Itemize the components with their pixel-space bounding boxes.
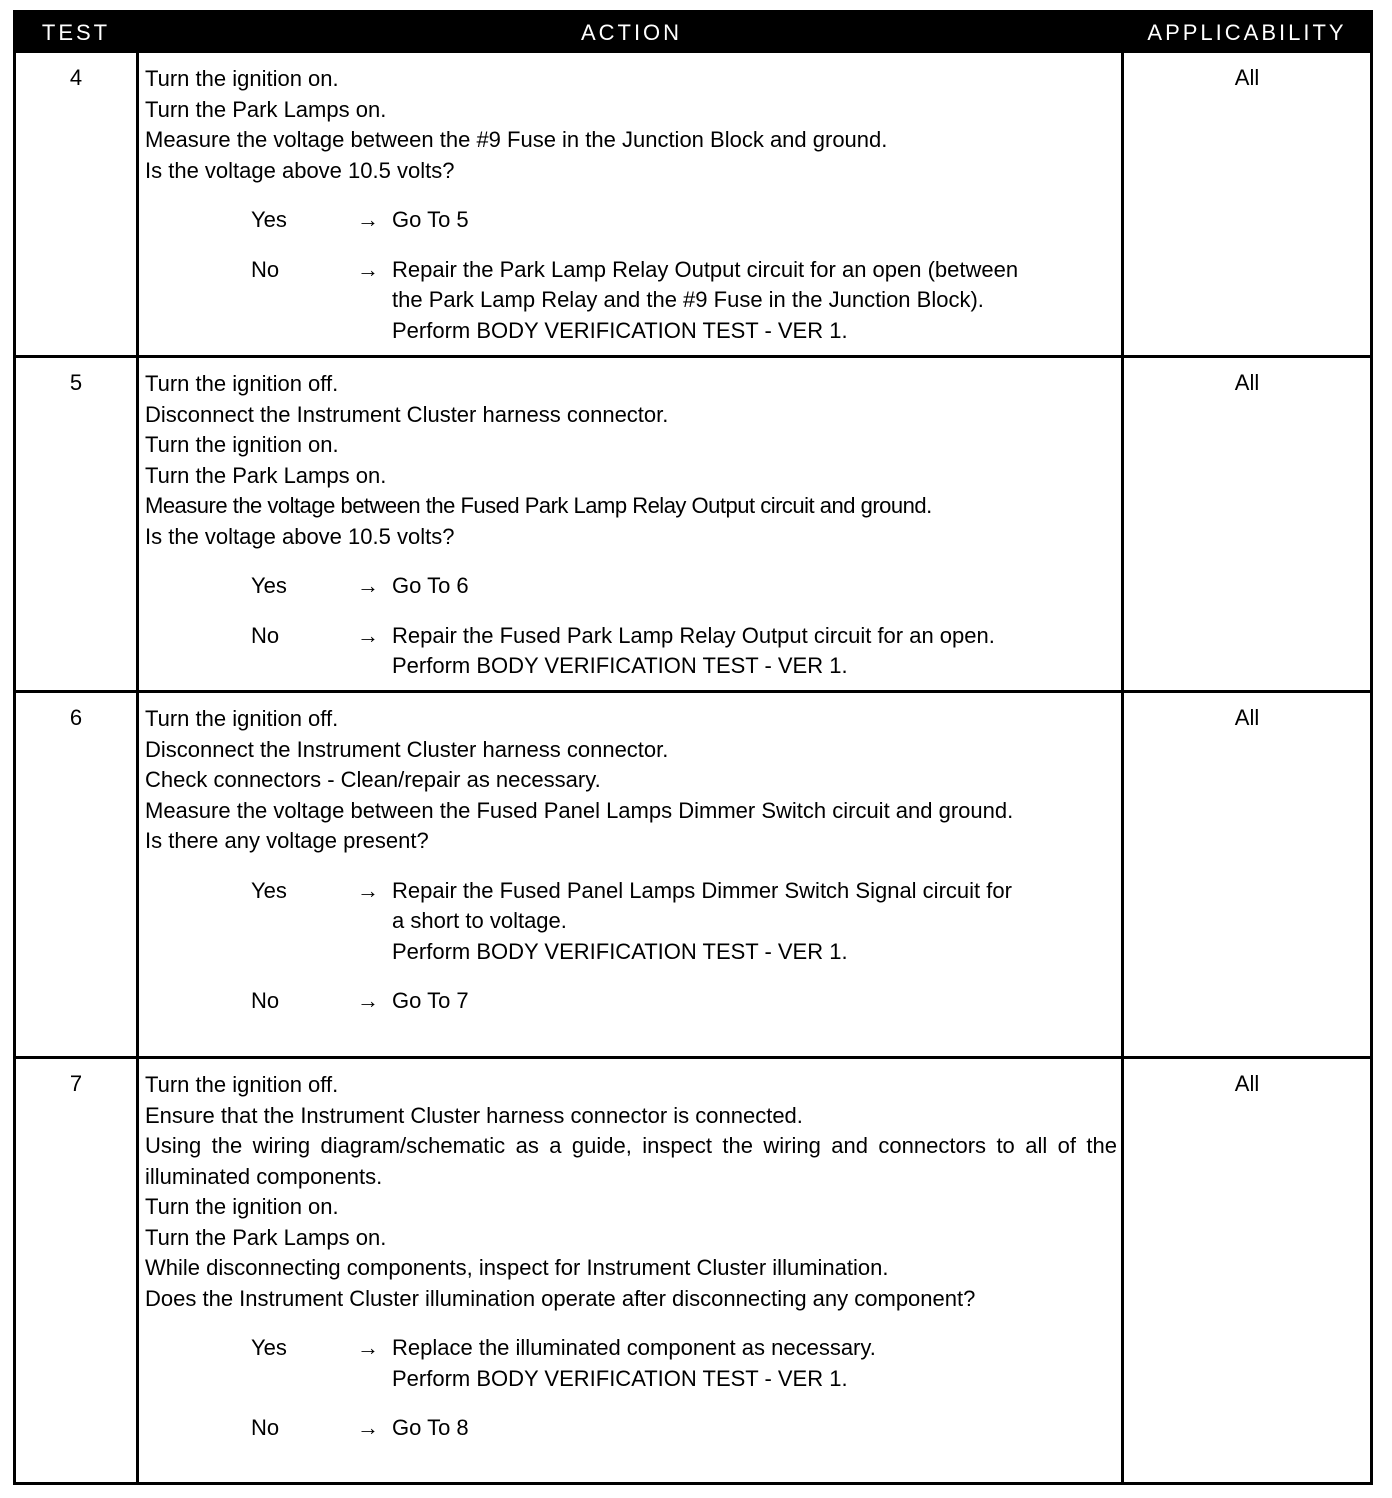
applicability-value: All (1234, 65, 1260, 90)
yes-label: Yes (251, 573, 287, 598)
table-row (16, 53, 1370, 358)
step-text: Turn the ignition off. (145, 706, 339, 731)
yes-label: Yes (251, 207, 287, 232)
step-text: Measure the voltage between the #9 Fuse in the Junction Block and ground. (145, 127, 888, 152)
step-text: Disconnect the Instrument Cluster harness connector. (145, 401, 669, 427)
yes-result: Perform BODY VERIFICATION TEST - VER 1. (392, 1365, 848, 1391)
step-text: Turn the ignition off. (145, 371, 339, 396)
action-cell (145, 369, 1117, 682)
table-row (16, 693, 1370, 1059)
no-result: Go To 8 (392, 1415, 469, 1440)
table-row (16, 1059, 1370, 1482)
step-text: While disconnecting components, inspect for Instrument Cluster illumination. (145, 1255, 889, 1280)
step-text: Check connectors - Clean/repair as necessary. (145, 767, 601, 792)
arrow-icon: → (357, 256, 379, 282)
arrow-icon: → (357, 1335, 379, 1360)
step-text: Turn the Park Lamps on. (145, 1224, 387, 1250)
action-cell (145, 704, 1117, 1017)
step-text: Turn the Park Lamps on. (145, 96, 387, 122)
test-number: 5 (69, 370, 83, 395)
step-text: Measure the voltage between the Fused Park Lamp Relay Output circuit and ground. (145, 493, 932, 518)
applicability-value: All (1234, 370, 1260, 395)
step-text: Turn the Park Lamps on. (145, 462, 387, 488)
arrow-icon: → (357, 622, 379, 648)
yes-answer (145, 571, 1117, 602)
no-result: Go To 7 (392, 988, 469, 1013)
yes-label: Yes (251, 877, 287, 903)
step-question: Is the voltage above 10.5 volts? (145, 157, 455, 183)
step-text: Turn the ignition on. (145, 432, 339, 457)
yes-result: Go To 5 (392, 207, 469, 232)
applicability-value: All (1234, 705, 1260, 730)
step-text: Ensure that the Instrument Cluster harness connector is connected. (145, 1102, 803, 1128)
step-text: Disconnect the Instrument Cluster harness connector. (145, 736, 669, 762)
no-result: Perform BODY VERIFICATION TEST - VER 1. (392, 653, 848, 678)
yes-result: a short to voltage. (392, 908, 567, 933)
action-cell (145, 64, 1117, 346)
step-question: Is the voltage above 10.5 volts? (145, 523, 455, 549)
arrow-icon: → (357, 207, 379, 232)
yes-answer (145, 876, 1117, 968)
no-answer (145, 986, 1117, 1017)
test-number: 6 (69, 705, 83, 730)
yes-result: Replace the illuminated component as necessary. (392, 1335, 876, 1360)
yes-answer (145, 1333, 1117, 1394)
no-result: Repair the Park Lamp Relay Output circuit for an open (between (392, 256, 1019, 282)
no-result: Repair the Fused Park Lamp Relay Output circuit for an open. (392, 622, 995, 648)
arrow-icon: → (357, 1415, 379, 1440)
no-answer (145, 621, 1117, 682)
no-result: Perform BODY VERIFICATION TEST - VER 1. (392, 317, 848, 343)
yes-result: Perform BODY VERIFICATION TEST - VER 1. (392, 938, 848, 964)
test-number: 7 (69, 1071, 83, 1096)
diagnostic-table (13, 10, 1373, 1485)
arrow-icon: → (357, 573, 379, 598)
step-question: Is there any voltage present? (145, 828, 429, 853)
no-result: the Park Lamp Relay and the #9 Fuse in the Junction Block). (392, 287, 984, 312)
yes-label: Yes (251, 1335, 287, 1360)
applicability-value: All (1234, 1071, 1260, 1096)
arrow-icon: → (357, 988, 379, 1013)
action-cell (145, 1070, 1117, 1444)
step-text: Turn the ignition on. (145, 66, 339, 91)
header-test: TEST (41, 20, 111, 45)
header-applicability: APPLICABILITY (1147, 20, 1347, 45)
step-text: Turn the ignition on. (145, 1194, 339, 1219)
no-label: No (251, 988, 280, 1013)
yes-answer (145, 205, 1117, 236)
step-question: Does the Instrument Cluster illumination operate after disconnecting any component? (145, 1285, 976, 1311)
yes-result: Repair the Fused Panel Lamps Dimmer Switch Signal circuit for (392, 877, 1012, 903)
step-text: Measure the voltage between the Fused Panel Lamps Dimmer Switch circuit and ground. (145, 797, 1014, 823)
header-action: ACTION (580, 20, 683, 45)
test-number: 4 (69, 65, 83, 90)
no-label: No (251, 1415, 280, 1440)
step-text: Using the wiring diagram/schematic as a guide, inspect the wiring and connectors to all of the illuminated components. (145, 1133, 1117, 1189)
table-header (16, 13, 1370, 53)
no-label: No (251, 622, 280, 648)
table-row (16, 358, 1370, 693)
no-answer (145, 1413, 1117, 1444)
no-answer (145, 255, 1117, 347)
no-label: No (251, 256, 280, 282)
step-text: Turn the ignition off. (145, 1072, 339, 1097)
arrow-icon: → (357, 877, 379, 903)
yes-result: Go To 6 (392, 573, 469, 598)
